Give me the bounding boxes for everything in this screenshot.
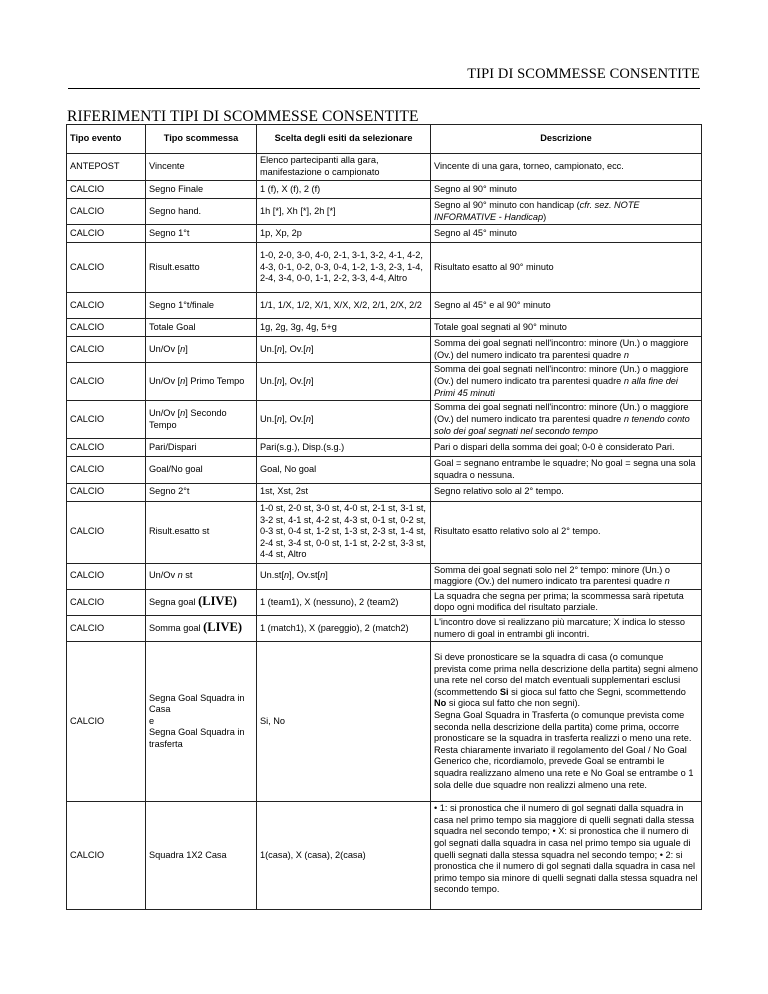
- cell-esiti: Un.[n], Ov.[n]: [257, 337, 431, 363]
- table-row: [67, 337, 702, 363]
- cell-esiti: 1g, 2g, 3g, 4g, 5+g: [257, 319, 431, 337]
- table-row: [67, 293, 702, 319]
- cell-evento: CALCIO: [67, 199, 146, 225]
- cell-evento: CALCIO: [67, 483, 146, 501]
- cell-esiti: 1p, Xp, 2p: [257, 225, 431, 243]
- cell-descrizione: Segno relativo solo al 2° tempo.: [431, 483, 702, 501]
- cell-esiti: 1 (match1), X (pareggio), 2 (match2): [257, 615, 431, 641]
- cell-scommessa: Segno hand.: [146, 199, 257, 225]
- cell-descrizione: Risultato esatto al 90° minuto: [431, 243, 702, 293]
- table-row: [67, 642, 702, 802]
- table-row: [67, 154, 702, 181]
- cell-esiti: 1(casa), X (casa), 2(casa): [257, 802, 431, 910]
- live-tag: (LIVE): [203, 620, 243, 635]
- desc-text: Resta chiaramente invariato il regolamento del Goal / No Goal Generico che, ricordiamolo, prevede Goal se entrambi le squadra realizzano almeno una rete e No Goal se entrambe o 1 sola delle due squadre non realizzi almeno una rete.: [434, 744, 694, 790]
- bet-type-line: e: [149, 715, 155, 726]
- header-tipo-scommessa: Tipo scommessa: [146, 125, 257, 154]
- table-row: [67, 483, 702, 501]
- desc-text: si gioca sul fatto che Segni, scommettendo: [511, 686, 686, 697]
- header-scelta-esiti: Scelta degli esiti da selezionare: [257, 125, 431, 154]
- cell-scommessa: [146, 615, 257, 641]
- cell-scommessa: Un/Ov [n] Secondo Tempo: [146, 401, 257, 439]
- cell-scommessa: Un/Ov [n] Primo Tempo: [146, 363, 257, 401]
- cell-scommessa: Totale Goal: [146, 319, 257, 337]
- table-row: [67, 319, 702, 337]
- cell-scommessa: Segno 1°t/finale: [146, 293, 257, 319]
- cell-esiti: Pari(s.g.), Disp.(s.g.): [257, 439, 431, 457]
- cell-evento: CALCIO: [67, 225, 146, 243]
- cell-esiti: 1 (team1), X (nessuno), 2 (team2): [257, 589, 431, 615]
- cell-evento: CALCIO: [67, 319, 146, 337]
- table-row: [67, 802, 702, 910]
- table-header-row: [67, 125, 702, 154]
- desc-text: Segna Goal Squadra in Trasferta (o comunque prevista come seconda nella descrizione della partita) come prima, occorre pronosticare se la squadra in trasferta realizzi o meno una rete.: [434, 710, 692, 744]
- table-row: [67, 225, 702, 243]
- cell-descrizione: • 1: si pronostica che il numero di gol segnati dalla squadra in casa nel primo tempo sia maggiore di quelli segnati dalla stessa squadra nel secondo tempo; • X: si pronostica che il numero di gol segnati dalla squadra in casa nel primo tempo sia uguale di quelli segnati dalla stessa squadra nel secondo tempo; • 2: si pronostica che il numero di gol segnati dalla squadra in casa nel primo tempo sia minore di quelli segnati dalla stessa squadra nel secondo tempo.: [431, 802, 702, 910]
- cell-esiti: Un.st[n], Ov.st[n]: [257, 563, 431, 589]
- cell-descrizione: Somma dei goal segnati nell'incontro: minore (Un.) o maggiore (Ov.) del numero indicato tra parentesi quadre n alla fine dei Primi 45 minuti: [431, 363, 702, 401]
- cell-descrizione: Somma dei goal segnati solo nel 2° tempo: minore (Un.) o maggiore (Ov.) del numero indicato tra parentesi quadre n: [431, 563, 702, 589]
- cell-esiti: 1-0, 2-0, 3-0, 4-0, 2-1, 3-1, 3-2, 4-1, 4-2, 4-3, 0-1, 0-2, 0-3, 0-4, 1-2, 1-3, 2-3, 1-4, 2-4, 3-4, 0-0, 1-1, 2-2, 3-3, 4-4, Altro: [257, 243, 431, 293]
- cell-esiti: Un.[n], Ov.[n]: [257, 363, 431, 401]
- table-row: [67, 589, 702, 615]
- cell-evento: CALCIO: [67, 615, 146, 641]
- cell-evento: CALCIO: [67, 501, 146, 563]
- cell-esiti: Un.[n], Ov.[n]: [257, 401, 431, 439]
- cell-evento: CALCIO: [67, 181, 146, 199]
- cell-evento: CALCIO: [67, 457, 146, 483]
- cell-evento: CALCIO: [67, 589, 146, 615]
- desc-text: Si deve pronosticare se la squadra di casa (o comunque prevista come prima nella descrizione della partita) segni almeno una rete nel corso del match eventuali supplementari esclusi (scommettendo: [434, 652, 699, 697]
- bet-types-table-container: [66, 124, 701, 910]
- cell-descrizione: Segno al 90° minuto: [431, 181, 702, 199]
- cell-descrizione: Segno al 90° minuto con handicap (cfr. sez. NOTE INFORMATIVE - Handicap): [431, 199, 702, 225]
- cell-esiti: Goal, No goal: [257, 457, 431, 483]
- cell-scommessa: Segno 1°t: [146, 225, 257, 243]
- cell-descrizione: Segno al 45° minuto: [431, 225, 702, 243]
- table-row: [67, 563, 702, 589]
- cell-esiti: 1st, Xst, 2st: [257, 483, 431, 501]
- cell-descrizione: L'incontro dove si realizzano più marcature; X indica lo stesso numero di goal in entrambi gli incontri.: [431, 615, 702, 641]
- cell-descrizione: Segno al 45° e al 90° minuto: [431, 293, 702, 319]
- cell-scommessa: Segno Finale: [146, 181, 257, 199]
- cell-descrizione: Pari o dispari della somma dei goal; 0-0 è considerato Pari.: [431, 439, 702, 457]
- cell-scommessa: Pari/Dispari: [146, 439, 257, 457]
- table-row: [67, 615, 702, 641]
- document-title: RIFERIMENTI TIPI DI SCOMMESSE CONSENTITE: [67, 108, 419, 125]
- cell-scommessa: Un/Ov n st: [146, 563, 257, 589]
- cell-scommessa: Segno 2°t: [146, 483, 257, 501]
- cell-scommessa: [146, 642, 257, 802]
- cell-esiti: 1 (f), X (f), 2 (f): [257, 181, 431, 199]
- cell-scommessa: Risult.esatto: [146, 243, 257, 293]
- cell-esiti: Elenco partecipanti alla gara, manifestazione o campionato: [257, 154, 431, 181]
- cell-esiti: 1-0 st, 2-0 st, 3-0 st, 4-0 st, 2-1 st, 3-1 st, 3-2 st, 4-1 st, 4-2 st, 4-3 st, 0-1 st, 0-2 st, 0-3 st, 0-4 st, 1-2 st, 1-3 st, 2-3 st, 1-4 st, 2-4 st, 3-4 st, 0-0 st, 1-1 st, 2-2 st, 3-3 st, 4-4 st, Altro: [257, 501, 431, 563]
- live-tag: (LIVE): [198, 594, 237, 609]
- bet-type-line: Segna Goal Squadra in Casa: [149, 692, 245, 715]
- table-row: [67, 181, 702, 199]
- cell-evento: CALCIO: [67, 563, 146, 589]
- cell-descrizione: Somma dei goal segnati nell'incontro: minore (Un.) o maggiore (Ov.) del numero indicato tra parentesi quadre n: [431, 337, 702, 363]
- table-row: [67, 363, 702, 401]
- table-row: [67, 401, 702, 439]
- cell-evento: CALCIO: [67, 439, 146, 457]
- cell-evento: CALCIO: [67, 363, 146, 401]
- bet-type-label: Segna goal: [149, 597, 196, 608]
- cell-esiti: 1h [*], Xh [*], 2h [*]: [257, 199, 431, 225]
- bet-type-label: Somma goal: [149, 623, 201, 634]
- table-row: [67, 199, 702, 225]
- cell-descrizione: Somma dei goal segnati nell'incontro: minore (Un.) o maggiore (Ov.) del numero indicato tra parentesi quadre n tenendo conto solo dei goal segnati nel secondo tempo: [431, 401, 702, 439]
- cell-evento: CALCIO: [67, 642, 146, 802]
- desc-text: si gioca sul fatto che non segni).: [448, 698, 581, 709]
- cell-descrizione: Vincente di una gara, torneo, campionato, ecc.: [431, 154, 702, 181]
- cell-evento: ANTEPOST: [67, 154, 146, 181]
- header-descrizione: Descrizione: [431, 125, 702, 154]
- cell-scommessa: Risult.esatto st: [146, 501, 257, 563]
- cell-descrizione: La squadra che segna per prima; la scommessa sarà ripetuta dopo ogni modifica del risultato parziale.: [431, 589, 702, 615]
- table-row: [67, 457, 702, 483]
- cell-descrizione: Goal = segnano entrambe le squadre; No goal = segna una sola squadra o nessuna.: [431, 457, 702, 483]
- cell-descrizione: [431, 642, 702, 802]
- cell-evento: CALCIO: [67, 802, 146, 910]
- table-row: [67, 439, 702, 457]
- cell-esiti: 1/1, 1/X, 1/2, X/1, X/X, X/2, 2/1, 2/X, 2/2: [257, 293, 431, 319]
- desc-emphasis: Si: [499, 686, 509, 697]
- cell-scommessa: Squadra 1X2 Casa: [146, 802, 257, 910]
- header-tipo-evento: Tipo evento: [67, 125, 146, 154]
- cell-evento: CALCIO: [67, 337, 146, 363]
- desc-emphasis: No: [434, 698, 447, 709]
- cell-evento: CALCIO: [67, 243, 146, 293]
- table-row: [67, 501, 702, 563]
- bet-type-line: Segna Goal Squadra in trasferta: [149, 727, 245, 750]
- bet-types-table: [66, 124, 702, 910]
- cell-scommessa: Vincente: [146, 154, 257, 181]
- cell-evento: CALCIO: [67, 293, 146, 319]
- cell-evento: CALCIO: [67, 401, 146, 439]
- cell-scommessa: [146, 589, 257, 615]
- table-row: [67, 243, 702, 293]
- cell-scommessa: Un/Ov [n]: [146, 337, 257, 363]
- cell-scommessa: Goal/No goal: [146, 457, 257, 483]
- cell-esiti: Si, No: [257, 642, 431, 802]
- header-rule: [68, 88, 700, 89]
- page-header: TIPI DI SCOMMESSE CONSENTITE: [467, 66, 700, 82]
- cell-descrizione: Totale goal segnati al 90° minuto: [431, 319, 702, 337]
- cell-descrizione: Risultato esatto relativo solo al 2° tempo.: [431, 501, 702, 563]
